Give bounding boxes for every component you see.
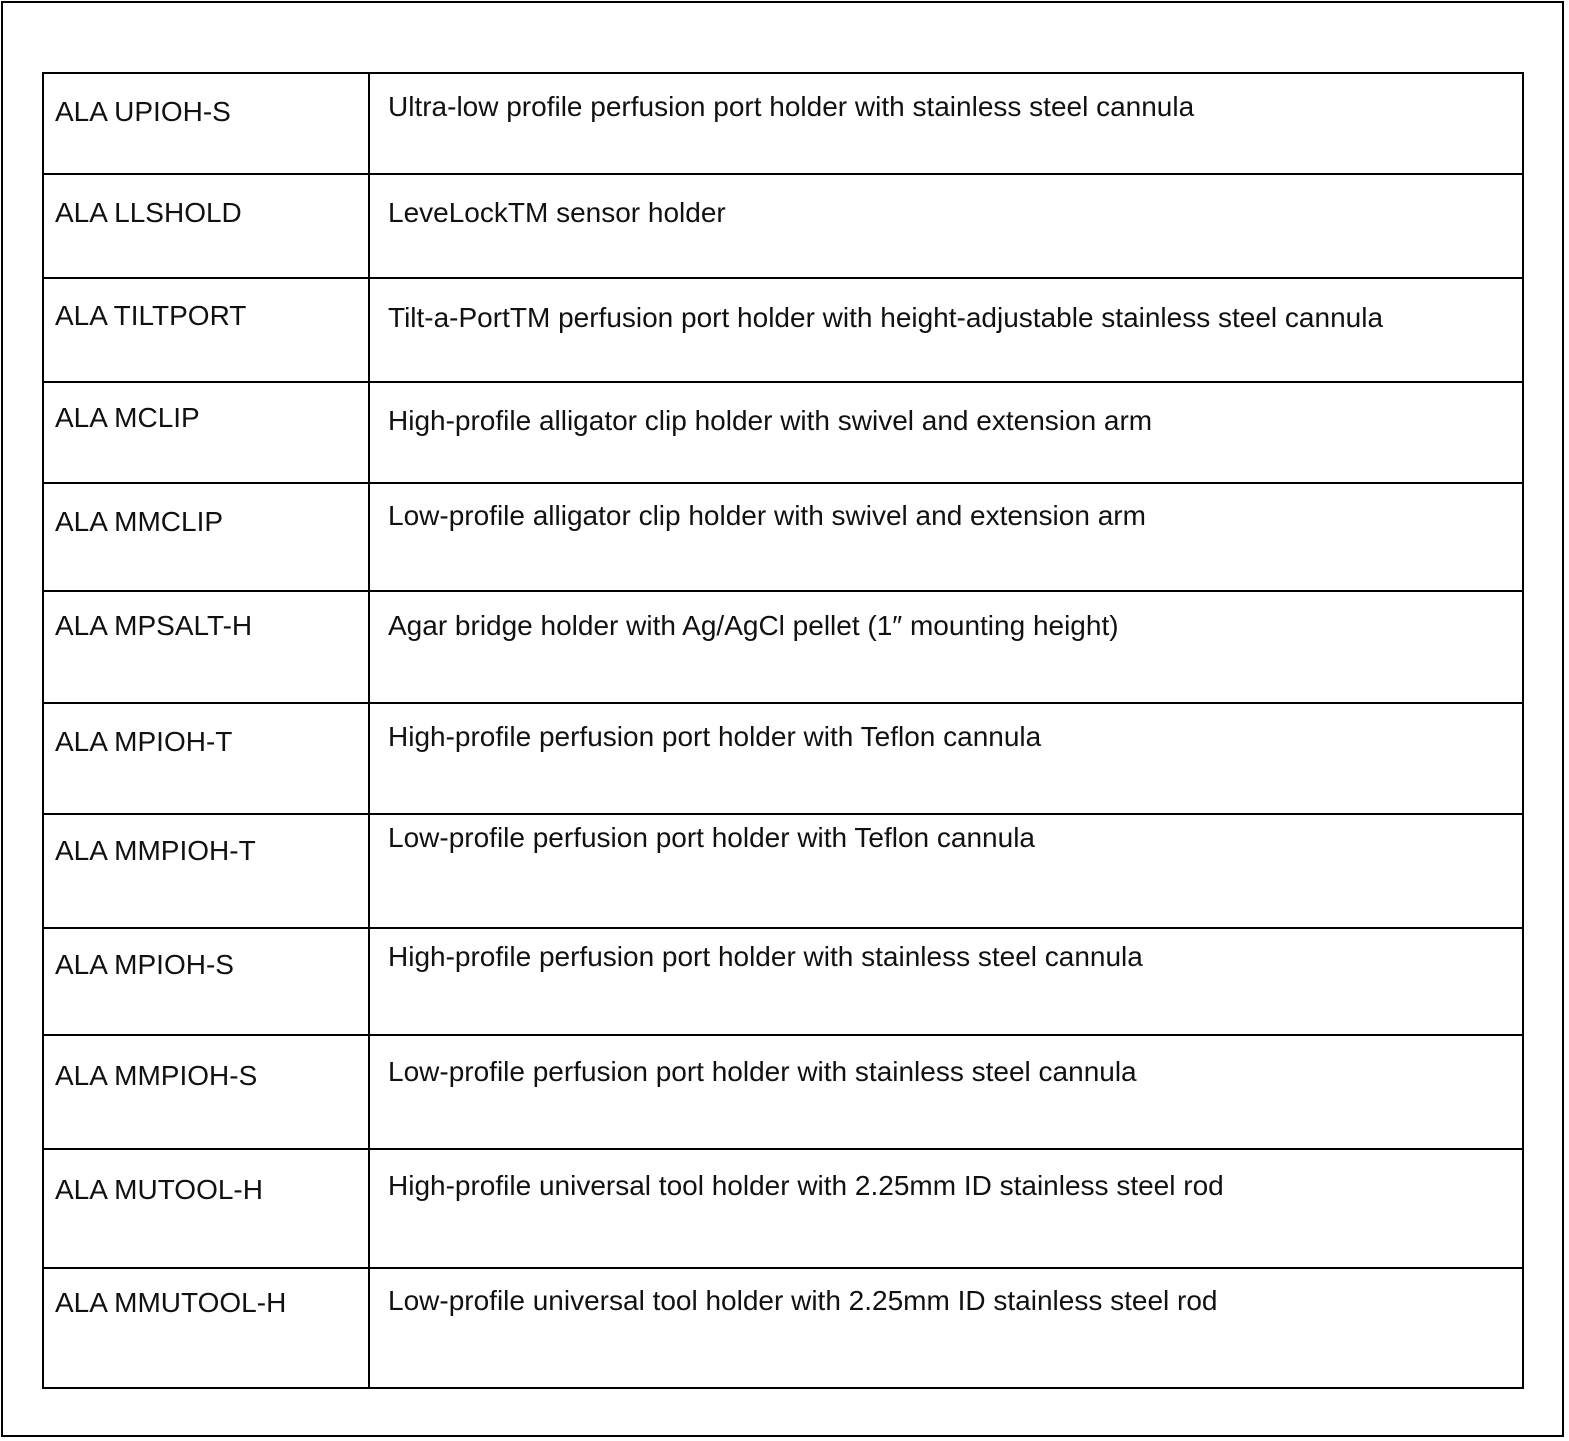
- product-description-cell: [369, 174, 1523, 278]
- product-code: ALA MCLIP: [55, 402, 200, 433]
- product-code: ALA MMCLIP: [55, 506, 224, 537]
- product-code-cell: [43, 1149, 369, 1268]
- product-code-cell: [43, 703, 369, 814]
- product-description: LeveLockTM sensor holder: [388, 197, 726, 228]
- product-description: High-profile perfusion port holder with Teflon cannula: [388, 721, 1042, 752]
- product-code-cell: [43, 928, 369, 1035]
- product-table: [42, 72, 1524, 1389]
- table-row: [43, 814, 1523, 928]
- table-row: [43, 1035, 1523, 1149]
- product-code-cell: [43, 382, 369, 483]
- product-description: Low-profile universal tool holder with 2.25mm ID stainless steel rod: [388, 1285, 1218, 1316]
- product-code: ALA MMUTOOL-H: [55, 1287, 287, 1318]
- product-description-cell: [369, 591, 1523, 703]
- product-description: Agar bridge holder with Ag/AgCl pellet (1″ mounting height): [388, 610, 1119, 641]
- product-description: High-profile universal tool holder with 2.25mm ID stainless steel rod: [388, 1170, 1224, 1201]
- table-row: [43, 382, 1523, 483]
- product-description-cell: [369, 382, 1523, 483]
- product-code-cell: [43, 814, 369, 928]
- product-description: High-profile perfusion port holder with stainless steel cannula: [388, 941, 1143, 972]
- table-row: [43, 1268, 1523, 1388]
- product-code-cell: [43, 1035, 369, 1149]
- product-description-cell: [369, 1035, 1523, 1149]
- product-description-cell: [369, 928, 1523, 1035]
- table-row: [43, 174, 1523, 278]
- product-code: ALA LLSHOLD: [55, 197, 242, 228]
- product-code: ALA MPSALT-H: [55, 610, 253, 641]
- table-row: [43, 483, 1523, 591]
- product-code-cell: [43, 1268, 369, 1388]
- product-description-cell: [369, 703, 1523, 814]
- product-code: ALA MPIOH-T: [55, 726, 233, 757]
- table-row: [43, 591, 1523, 703]
- product-code: ALA UPIOH-S: [55, 96, 231, 127]
- product-description: High-profile alligator clip holder with swivel and extension arm: [388, 405, 1153, 436]
- product-code: ALA MUTOOL-H: [55, 1174, 263, 1205]
- table-row: [43, 703, 1523, 814]
- product-code-cell: [43, 483, 369, 591]
- product-code-cell: [43, 278, 369, 382]
- product-description: Tilt-a-PortTM perfusion port holder with height-adjustable stainless steel cannula: [388, 302, 1384, 333]
- product-code-cell: [43, 73, 369, 174]
- product-code-cell: [43, 174, 369, 278]
- product-description-cell: [369, 278, 1523, 382]
- product-description-cell: [369, 73, 1523, 174]
- product-code: ALA MMPIOH-T: [55, 835, 256, 866]
- table-row: [43, 928, 1523, 1035]
- product-code: ALA MMPIOH-S: [55, 1060, 258, 1091]
- product-description: Ultra-low profile perfusion port holder with stainless steel cannula: [388, 91, 1195, 122]
- product-code: ALA TILTPORT: [55, 300, 247, 331]
- product-code-cell: [43, 591, 369, 703]
- product-description: Low-profile alligator clip holder with swivel and extension arm: [388, 500, 1146, 531]
- product-description: Low-profile perfusion port holder with stainless steel cannula: [388, 1056, 1137, 1087]
- product-description-cell: [369, 1268, 1523, 1388]
- product-description-cell: [369, 814, 1523, 928]
- product-table-body: [43, 73, 1523, 1388]
- table-row: [43, 278, 1523, 382]
- product-description-cell: [369, 483, 1523, 591]
- product-description: Low-profile perfusion port holder with Teflon cannula: [388, 822, 1035, 853]
- product-description-cell: [369, 1149, 1523, 1268]
- table-row: [43, 73, 1523, 174]
- table-row: [43, 1149, 1523, 1268]
- product-code: ALA MPIOH-S: [55, 949, 234, 980]
